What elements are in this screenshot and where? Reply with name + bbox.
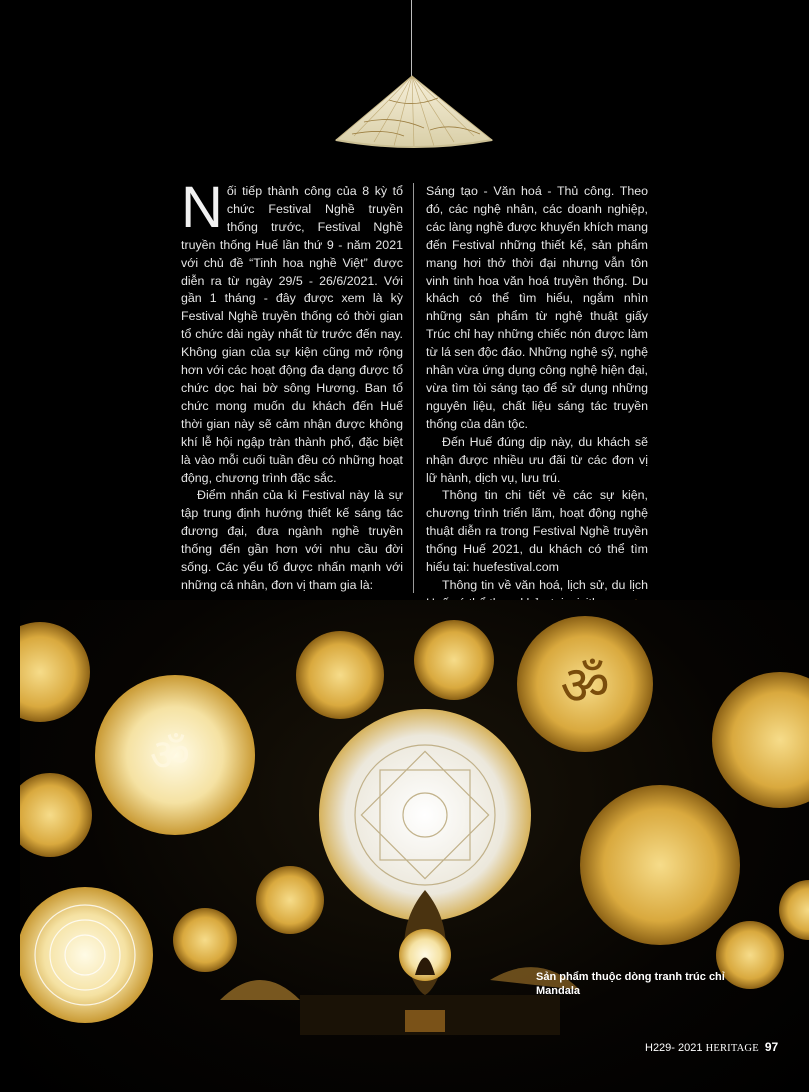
mandala-disc	[20, 622, 90, 722]
paragraph-6: Thông tin về văn hoá, lịch sử, du lịch	[426, 577, 648, 613]
paragraph-4: Đến Huế đúng dịp này, du khách sẽ nhận được nhiều ưu đãi từ các đơn vị lữ hành, dịch vụ, lưu trú.	[426, 434, 648, 485]
article-column-left	[181, 175, 403, 595]
paragraph-5: Thông tin chi tiết về các sự kiện, chương trình triển lãm, hoạt động nghệ thuật diễn ra trong Festival Nghề truyền thống Huế 2021, du khách có thể tìm hiểu tại: huefestival.com	[426, 488, 648, 575]
page-number: 97	[764, 1040, 779, 1054]
paragraph-3: Sáng tạo - Văn hoá - Thủ công. Theo đó, các nghệ nhân, các doanh nghiệp, các làng nghề được khuyến khích mang đến Festival những thiết kế, sản phẩm mang hơi thở thời đại nhưng vẫn tôn vinh tinh hoa văn hoá truyền thống. Du khách có thể tìm hiểu, ngắm nhìn những sản phẩm từ nghệ thuật giấy Trúc chỉ hay những chiếc nón được làm từ lá sen độc đáo. Những nghệ sỹ, nghệ nhân vừa ứng dụng công nghệ hiện đại, vừa tìm tòi sáng tạo để sử dụng những nguyên liệu, chất liệu sáng tác truyền thống của dân tộc.	[426, 184, 648, 431]
conical-hat-lamp	[334, 70, 494, 160]
mandala-disc	[173, 908, 237, 972]
magazine-name: HERITAGE	[705, 1043, 759, 1054]
mandala-disc	[716, 921, 784, 989]
mandala-disc	[414, 620, 494, 700]
issue-number: H229- 2021	[645, 1042, 703, 1054]
column-divider	[413, 183, 414, 593]
mandala-disc	[580, 785, 740, 945]
mandala-illustration	[20, 600, 809, 1092]
paper-fan	[220, 980, 300, 1000]
mandala-disc	[712, 672, 809, 808]
display-stand	[405, 1010, 445, 1032]
paragraph-2: Điểm nhấn của kì Festival này là sự tập trung định hướng thiết kế sáng tác đương đại, đưa ngành nghề truyền thống đến gần hơn với nhu cầu đời sống. Các yếu tố được nhấn mạnh với những cá nhân, đơn vị tham gia là:	[181, 488, 403, 592]
central-mandala-disc	[319, 709, 531, 921]
mandala-disc	[256, 866, 324, 934]
article-column-right	[426, 183, 648, 613]
mandala-photo	[20, 600, 809, 1092]
drop-cap: N	[181, 175, 223, 240]
mandala-disc	[296, 631, 384, 719]
svg-text:ॐ: ॐ	[149, 730, 191, 781]
mandala-disc	[20, 773, 92, 857]
mandala-disc	[779, 880, 809, 940]
svg-text:ॐ: ॐ	[560, 654, 610, 717]
page-folio	[645, 1040, 778, 1054]
mandala-disc	[20, 887, 153, 1023]
photo-caption: Sản phẩm thuộc dòng tranh trúc chỉ Mandala	[536, 971, 725, 997]
paragraph-1: Nối tiếp thành công của 8 kỳ tổ chức Festival Nghề truyền thống trước, Festival Nghề truyền thống Huế lần thứ 9 - năm 2021 với chủ đề “Tinh hoa nghề Việt” được diễn ra từ ngày 29/5 - 26/6/2021. Với gần 1 tháng - đây được xem là kỳ Festival Nghề truyền thống có thời gian tổ chức dài ngày nhất từ trước đến nay. Không gian của sự kiện cũng mở rộng hơn với các hoạt động đa dạng được tổ chức dọc hai bờ sông Hương. Ban tổ chức mong muốn du khách đến Huế thời gian này sẽ cảm nhận được không khí lễ hội ngập tràn thành phố, đặc biệt là vào mỗi cuối tuần đều có những hoạt động, chương trình đặc sắc.	[181, 175, 403, 485]
